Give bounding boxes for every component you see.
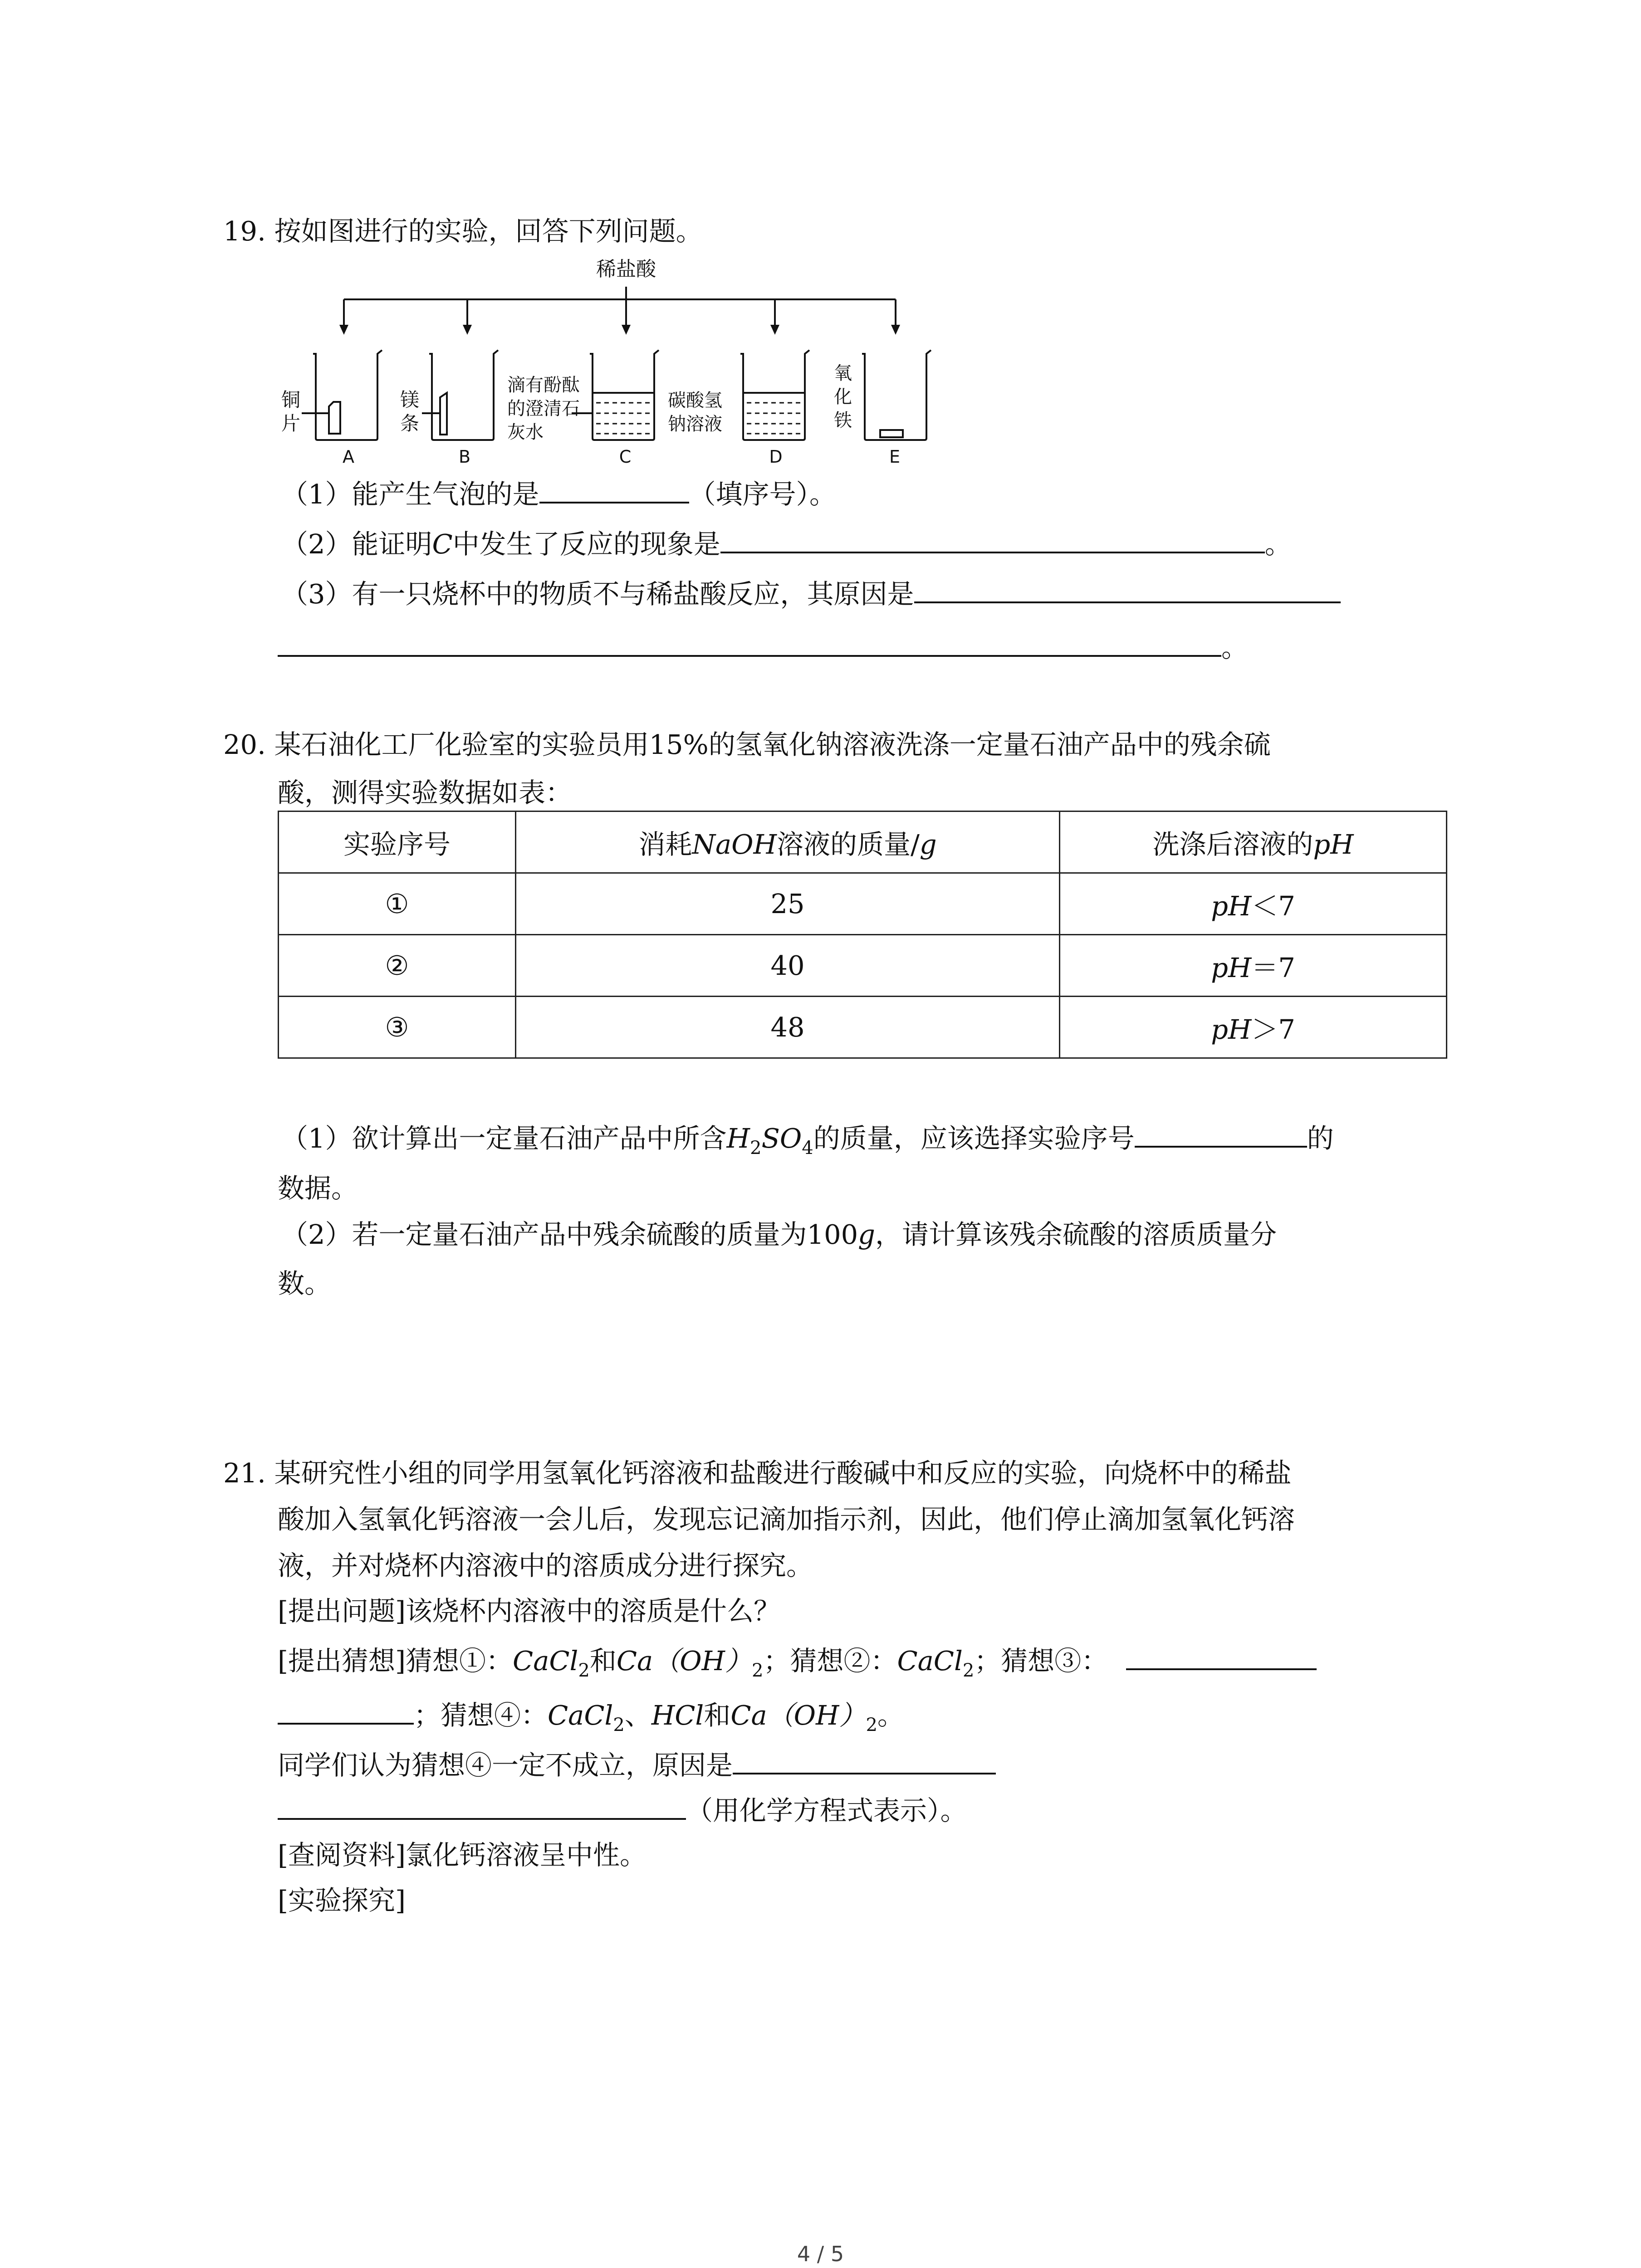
q21-reason-blank-2[interactable]	[278, 1793, 686, 1820]
beaker-c-label-3: 灰水	[507, 422, 544, 443]
conj-and: 和	[704, 1700, 731, 1731]
q19-part1-blank[interactable]	[539, 476, 689, 503]
beaker-d	[740, 350, 809, 440]
q21-line2: 酸加入氢氧化钙溶液一会儿后，发现忘记滴加指示剂，因此，他们停止滴加氢氧化钙溶	[278, 1504, 1295, 1535]
q20-part2-unit: g	[858, 1219, 875, 1250]
q21-line3: 液，并对烧杯内溶液中的溶质成分进行探究。	[278, 1550, 813, 1581]
formula-ca: Ca	[616, 1645, 653, 1677]
q20-line2: 酸，测得实验数据如表：	[278, 777, 573, 808]
q19-part2	[281, 526, 1292, 562]
table-cell: ②	[279, 935, 516, 997]
beaker-e-letter: E	[889, 447, 901, 467]
hypothesis-2-label: ；猜想②：	[763, 1645, 897, 1677]
formula-oh: （OH）	[767, 1700, 866, 1731]
q19-part3-text: （3）有一只烧杯中的物质不与稀盐酸反应，其原因是	[281, 578, 914, 610]
formula-sub: 2	[962, 1660, 975, 1681]
q20-part2	[281, 1217, 1277, 1253]
q20-part1	[281, 1120, 1334, 1166]
formula-sub: 2	[752, 1660, 764, 1681]
q21-hypotheses	[278, 1643, 1317, 1689]
formula-sub: 2	[750, 1138, 762, 1158]
q19-part1-end: （填序号）。	[689, 479, 837, 510]
hypothesis-end: 。	[877, 1700, 904, 1731]
beaker-d-liquid	[747, 403, 803, 434]
table-cell: ③	[279, 997, 516, 1058]
beaker-c-liquid	[596, 403, 652, 434]
table-header-1: 实验序号	[279, 811, 516, 873]
q20-line1-a: 20. 某石油化工厂化验室的实验员用	[223, 729, 649, 760]
beaker-b-label-2: 条	[400, 412, 420, 435]
formula-cacl: CaCl	[548, 1700, 613, 1731]
q19-part1	[281, 476, 836, 513]
table-row	[279, 873, 1447, 935]
table-row	[279, 997, 1447, 1058]
q20-line1-b: 的氢氧化钠溶液洗涤一定量石油产品中的残余硫	[708, 729, 1271, 760]
q19-part2-rest: 中发生了反应的现象是	[452, 528, 720, 560]
table-header-2: 消耗NaOH溶液的质量/g	[516, 811, 1060, 873]
q21-line1: 21. 某研究性小组的同学用氢氧化钙溶液和盐酸进行酸碱中和反应的实验，向烧杯中的稀盐	[223, 1457, 1292, 1489]
q19-title: 19. 按如图进行的实验，回答下列问题。	[223, 215, 703, 247]
formula-oh: （OH）	[653, 1645, 752, 1677]
q19-part2-end: 。	[1264, 528, 1292, 560]
q20-part2-b: ，请计算该残余硫酸的溶质质量分	[875, 1219, 1277, 1250]
beaker-e-label-3: 铁	[834, 410, 852, 431]
q21-explore: [实验探究]	[278, 1885, 406, 1916]
table-cell: pH＜7	[1060, 873, 1447, 935]
formula-sub: 2	[578, 1660, 590, 1681]
q20-part1-end: 的	[1307, 1123, 1334, 1154]
beaker-b-letter: B	[458, 447, 471, 467]
beaker-c	[572, 350, 659, 440]
formula-hcl: HCl	[651, 1700, 704, 1731]
table-cell: ①	[279, 873, 516, 935]
beaker-b	[422, 350, 498, 440]
formula-sub: 4	[802, 1138, 813, 1158]
beaker-e-label-2: 化	[834, 386, 852, 407]
formula-so: SO	[761, 1123, 802, 1154]
beaker-c-letter: C	[619, 447, 632, 467]
formula-cacl: CaCl	[897, 1645, 963, 1677]
q20-percent: 15%	[649, 729, 709, 760]
q19-part1-text: （1）能产生气泡的是	[281, 479, 539, 510]
q19-part3	[281, 576, 1341, 612]
beaker-d-label-1: 碳酸氢	[668, 390, 722, 411]
formula-ca: Ca	[730, 1700, 767, 1731]
q21-reason-cont	[278, 1793, 967, 1829]
q20-part2-a: （2）若一定量石油产品中残余硫酸的质量为	[281, 1219, 807, 1250]
beaker-e-label-1: 氧	[834, 363, 852, 384]
q21-reason-end: （用化学方程式表示）。	[686, 1795, 967, 1826]
q19-part3-end: 。	[1221, 632, 1249, 663]
table-row	[279, 935, 1447, 997]
table-header-row	[279, 811, 1447, 873]
figure-top-label: 稀盐酸	[596, 258, 656, 281]
table-cell: pH＝7	[1060, 935, 1447, 997]
q19-figure	[277, 257, 939, 470]
q19-part3-blank-1[interactable]	[914, 576, 1341, 603]
q21-question: [提出问题]该烧杯内溶液中的溶质是什么？	[278, 1595, 781, 1627]
formula-cacl: CaCl	[513, 1645, 578, 1677]
q20-part1-b: 的质量，应该选择实验序号	[813, 1123, 1135, 1154]
q21-reason-text: 同学们认为猜想④一定不成立，原因是	[278, 1750, 733, 1781]
beaker-d-label-2: 钠溶液	[668, 414, 722, 435]
q21-hypotheses-cont	[278, 1697, 904, 1743]
q20-table	[278, 811, 1447, 1059]
q19-part2-blank[interactable]	[720, 526, 1265, 553]
conj-and: 和	[589, 1645, 617, 1677]
formula-h: H	[726, 1123, 750, 1154]
q20-part1-blank[interactable]	[1135, 1120, 1307, 1148]
formula-sub: 2	[866, 1715, 877, 1735]
q21-reason-blank-1[interactable]	[733, 1747, 996, 1774]
beaker-a-label-2: 片	[281, 412, 301, 435]
table-cell: 48	[516, 997, 1060, 1058]
q19-part2-text: （2）能证明	[281, 528, 432, 560]
q19-part2-var: C	[432, 528, 453, 560]
beaker-a-letter: A	[343, 447, 354, 467]
table-cell: 40	[516, 935, 1060, 997]
beaker-d-letter: D	[769, 447, 783, 467]
q20-part2-cont: 数。	[278, 1268, 332, 1299]
q21-reason	[278, 1747, 996, 1784]
hypothesis-3-label: ；猜想③：	[974, 1645, 1108, 1677]
beaker-a	[302, 350, 382, 440]
table-header-3: 洗涤后溶液的pH	[1060, 811, 1447, 873]
q20-part2-value: 100	[807, 1219, 858, 1250]
beaker-c-label-1: 滴有酚酞	[507, 375, 580, 396]
separator: 、	[624, 1700, 652, 1731]
beaker-e	[862, 350, 931, 440]
beaker-a-label-1: 铜	[281, 389, 301, 411]
page-number: 4 / 5	[797, 2242, 844, 2266]
q19-part3-blank-2[interactable]	[278, 630, 1221, 657]
hypothesis-1-label: [提出猜想]猜想①：	[278, 1645, 513, 1677]
q21-info: [查阅资料]氯化钙溶液呈中性。	[278, 1839, 647, 1871]
q20-part1-a: （1）欲计算出一定量石油产品中所含	[281, 1123, 727, 1154]
q20-part1-cont: 数据。	[278, 1173, 358, 1204]
table-cell: pH＞7	[1060, 997, 1447, 1058]
hypothesis-3-blank[interactable]	[1126, 1643, 1317, 1670]
beaker-b-label-1: 镁	[400, 389, 420, 411]
q20-line1	[223, 727, 1271, 763]
hypothesis-3-blank-cont[interactable]	[278, 1697, 414, 1725]
q19-part3-cont	[278, 630, 1248, 666]
hypothesis-4-label: ；猜想④：	[414, 1700, 548, 1731]
beaker-c-label-2: 的澄清石	[507, 398, 580, 419]
formula-sub: 2	[613, 1715, 625, 1735]
table-cell: 25	[516, 873, 1060, 935]
